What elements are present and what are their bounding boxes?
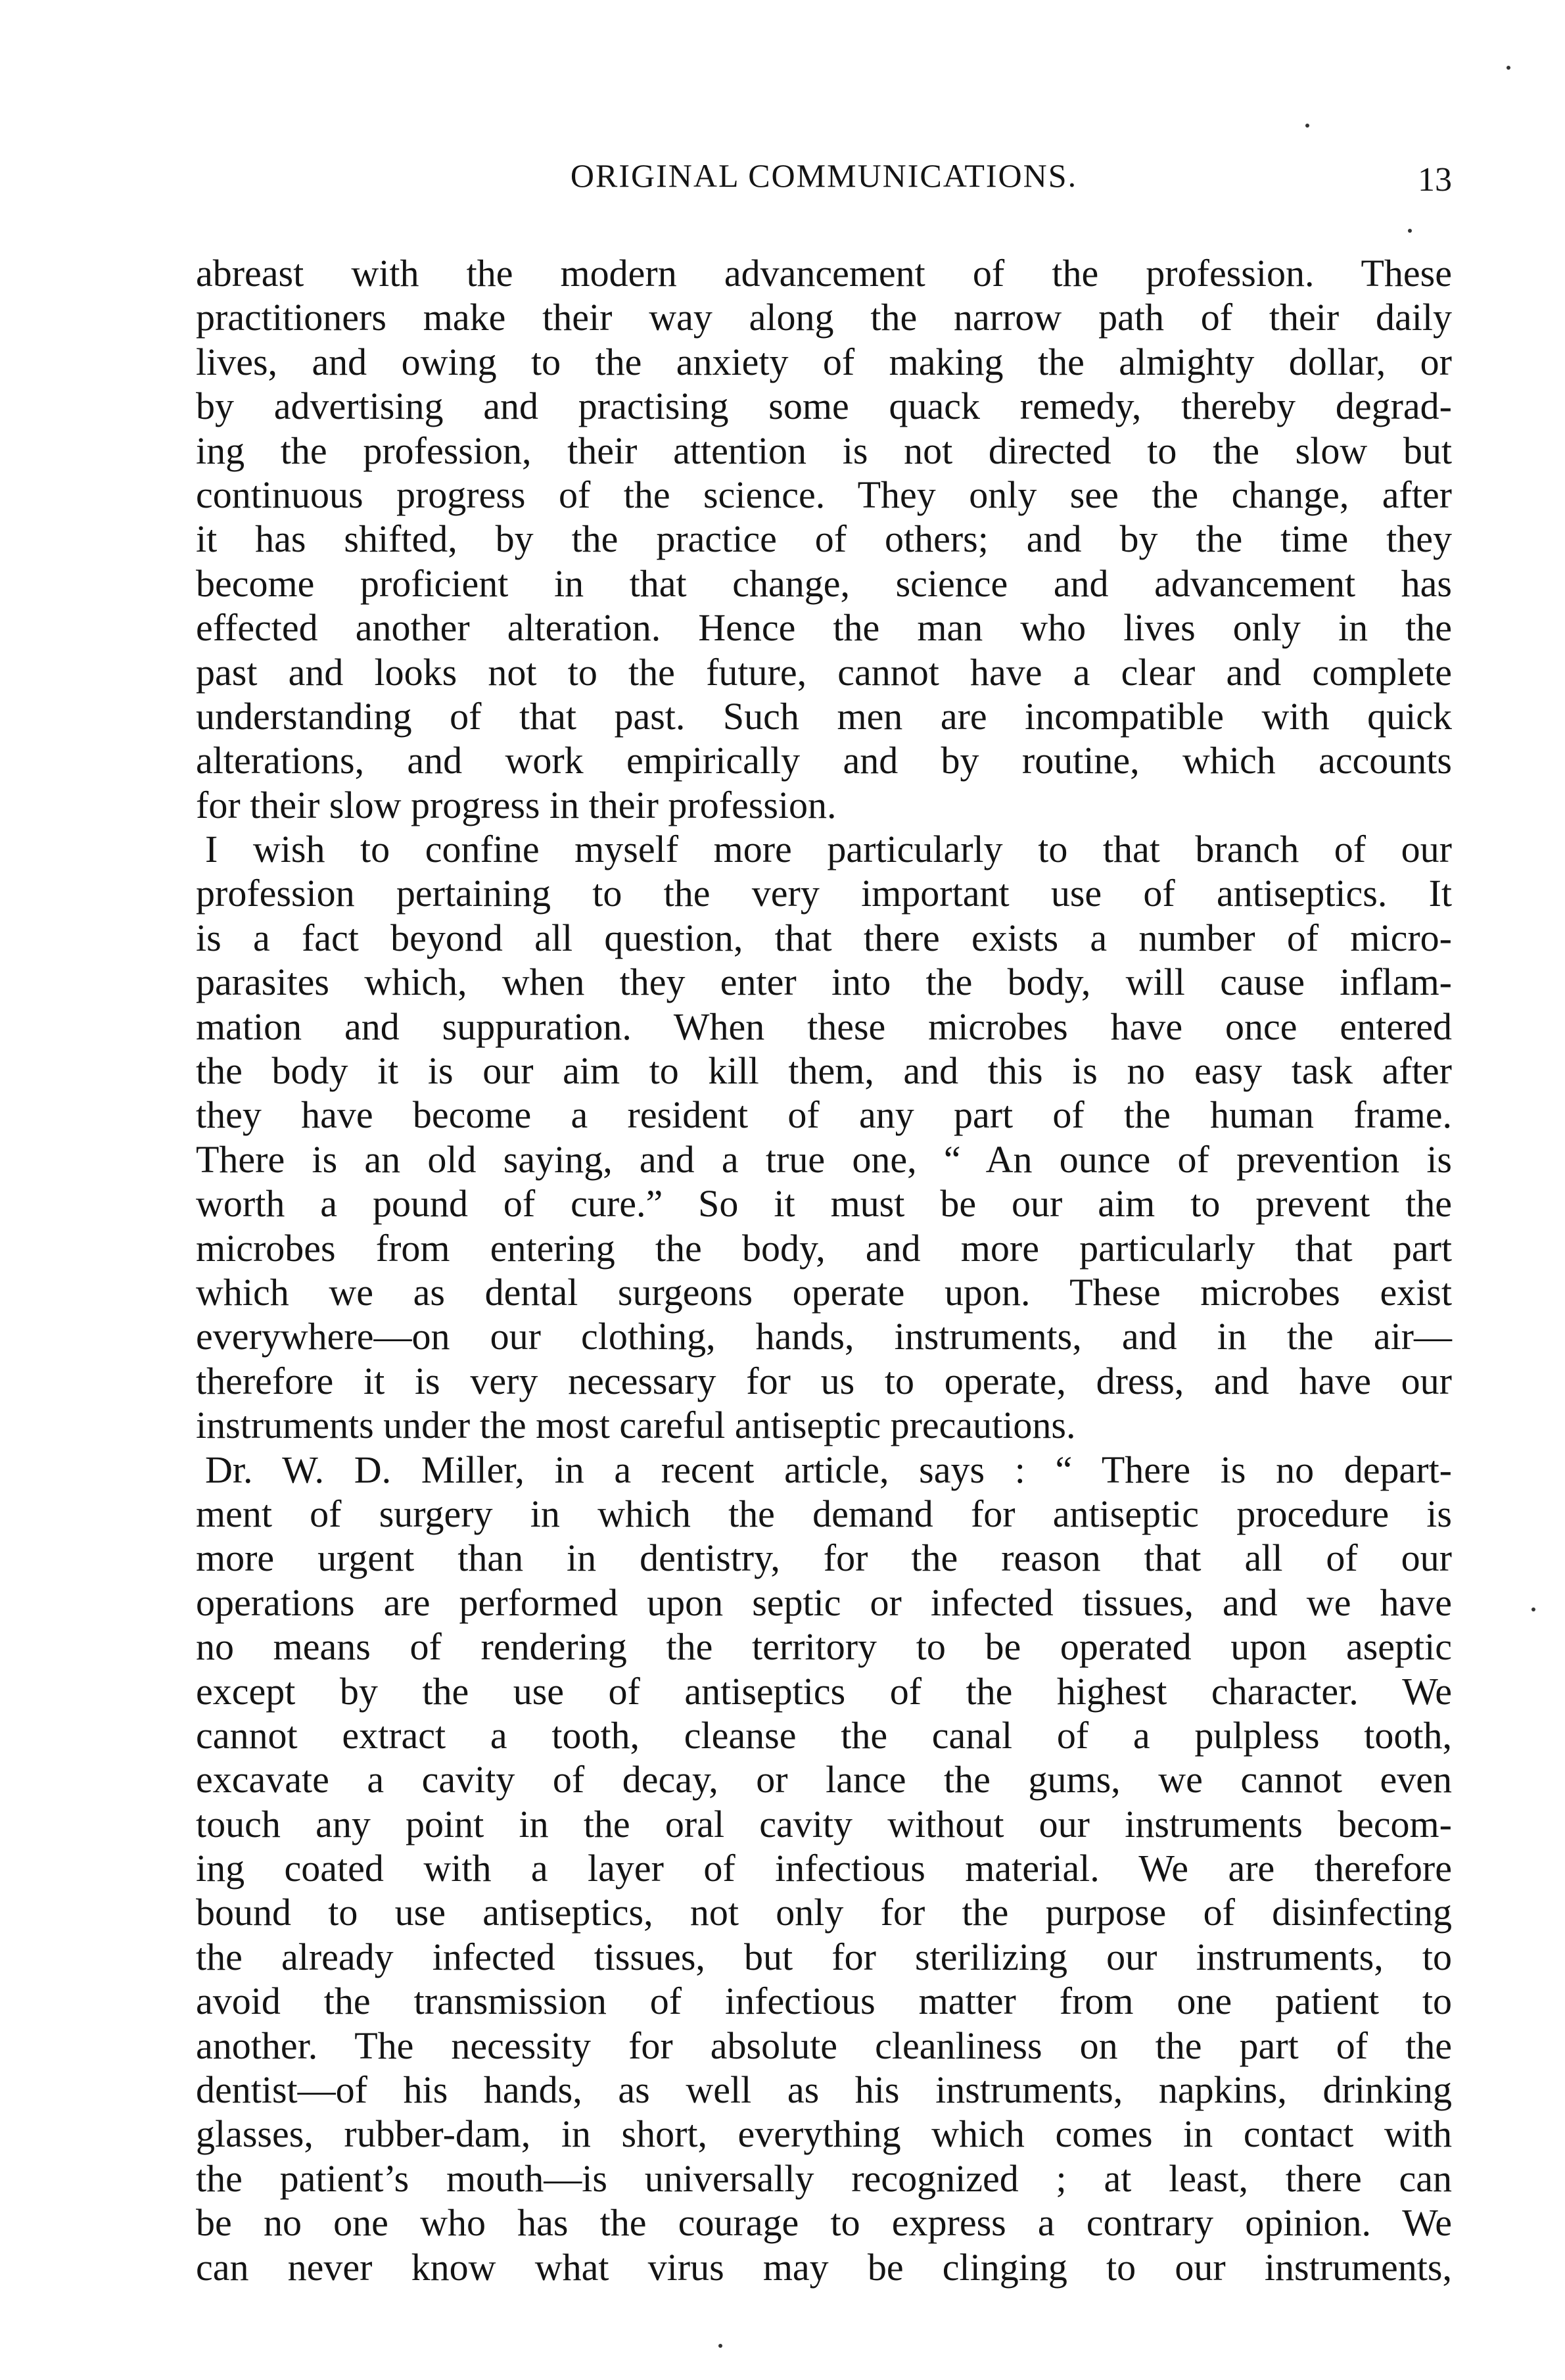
text-line: excavate a cavity of decay, or lance the gums, we cannot even	[196, 1758, 1452, 1801]
body-text	[196, 251, 1452, 2289]
text-line: which we as dental surgeons operate upon. These microbes exist	[196, 1270, 1452, 1314]
text-line: touch any point in the oral cavity without our instruments becom-	[196, 1802, 1452, 1845]
scan-speck	[1507, 66, 1510, 70]
text-line: another. The necessity for absolute cleanliness on the part of the	[196, 2024, 1452, 2067]
text-line: I wish to confine myself more particularly to that branch of our	[205, 828, 1452, 871]
text-line: understanding of that past. Such men are incompatible with quick	[196, 694, 1452, 738]
running-head	[196, 156, 1452, 202]
text-line: mation and suppuration. When these microbes have once entered	[196, 1005, 1452, 1048]
text-line: they have become a resident of any part of the human frame.	[196, 1093, 1452, 1137]
text-line: can never know what virus may be clinging to our instruments,	[196, 2245, 1452, 2289]
text-line: past and looks not to the future, cannot have a clear and complete	[196, 650, 1452, 694]
text-line: abreast with the modern advancement of the profession. These	[196, 252, 1452, 295]
text-line: more urgent than in dentistry, for the reason that all of our	[196, 1536, 1452, 1580]
text-line: ment of surgery in which the demand for antiseptic procedure is	[196, 1492, 1452, 1535]
text-line: avoid the transmission of infectious matter from one patient to	[196, 1980, 1452, 2023]
text-line: alterations, and work empirically and by routine, which accounts	[196, 739, 1452, 782]
scan-speck	[718, 2344, 722, 2348]
text-line: therefore it is very necessary for us to operate, dress, and have our	[196, 1359, 1452, 1402]
text-line: dentist—of his hands, as well as his instruments, napkins, drinking	[196, 2068, 1452, 2112]
text-line: microbes from entering the body, and more particularly that part	[196, 1226, 1452, 1270]
text-line: ing coated with a layer of infectious material. We are therefore	[196, 1847, 1452, 1890]
paragraph	[196, 827, 1452, 1447]
text-line: bound to use antiseptics, not only for the purpose of disinfecting	[196, 1891, 1452, 1934]
text-line: There is an old saying, and a true one, “ An ounce of prevention is	[196, 1137, 1452, 1181]
scan-speck	[1531, 1607, 1535, 1611]
text-line: practitioners make their way along the narrow path of their daily	[196, 296, 1452, 339]
text-line: be no one who has the courage to express a contrary opinion. We	[196, 2201, 1452, 2245]
text-line: cannot extract a tooth, cleanse the canal of a pulpless tooth,	[196, 1713, 1452, 1757]
text-line: no means of rendering the territory to be operated upon aseptic	[196, 1625, 1452, 1669]
paragraph	[196, 1448, 1452, 2289]
paragraph	[196, 251, 1452, 827]
text-line: lives, and owing to the anxiety of making the almighty dollar, or	[196, 340, 1452, 383]
text-line: continuous progress of the science. They only see the change, after	[196, 473, 1452, 516]
text-line: parasites which, when they enter into the body, will cause inflam-	[196, 961, 1452, 1004]
text-line: operations are performed upon septic or infected tissues, and we have	[196, 1581, 1452, 1624]
text-line: it has shifted, by the practice of others; and by the time they	[196, 517, 1452, 561]
text-line: effected another alteration. Hence the man who lives only in the	[196, 606, 1452, 650]
text-line: is a fact beyond all question, that there exists a number of micro-	[196, 916, 1452, 959]
text-line: worth a pound of cure.” So it must be our aim to prevent the	[196, 1182, 1452, 1226]
text-line: except by the use of antiseptics of the highest character. We	[196, 1669, 1452, 1713]
text-line: by advertising and practising some quack remedy, thereby degrad-	[196, 385, 1452, 428]
text-line: profession pertaining to the very important use of antiseptics. It	[196, 872, 1452, 915]
text-line: the patient’s mouth—is universally recognized ; at least, there can	[196, 2156, 1452, 2200]
running-head-title: ORIGINAL COMMUNICATIONS.	[570, 157, 1078, 194]
text-line: instruments under the most careful antiseptic precautions.	[196, 1404, 1076, 1447]
text-line: Dr. W. D. Miller, in a recent article, says : “ There is no depart-	[205, 1448, 1452, 1491]
text-line: become proficient in that change, science and advancement has	[196, 561, 1452, 605]
scan-speck	[1408, 229, 1412, 233]
text-line: the body it is our aim to kill them, and this is no easy task after	[196, 1049, 1452, 1093]
text-line: for their slow progress in their profession.	[196, 783, 837, 826]
text-line: ing the profession, their attention is not directed to the slow but	[196, 429, 1452, 472]
text-line: everywhere—on our clothing, hands, instruments, and in the air—	[196, 1315, 1452, 1358]
text-line: glasses, rubber-dam, in short, everything which comes in contact with	[196, 2112, 1452, 2156]
page-number: 13	[1418, 161, 1452, 199]
text-line: the already infected tissues, but for sterilizing our instruments, to	[196, 1935, 1452, 1978]
scan-speck	[1305, 124, 1309, 128]
